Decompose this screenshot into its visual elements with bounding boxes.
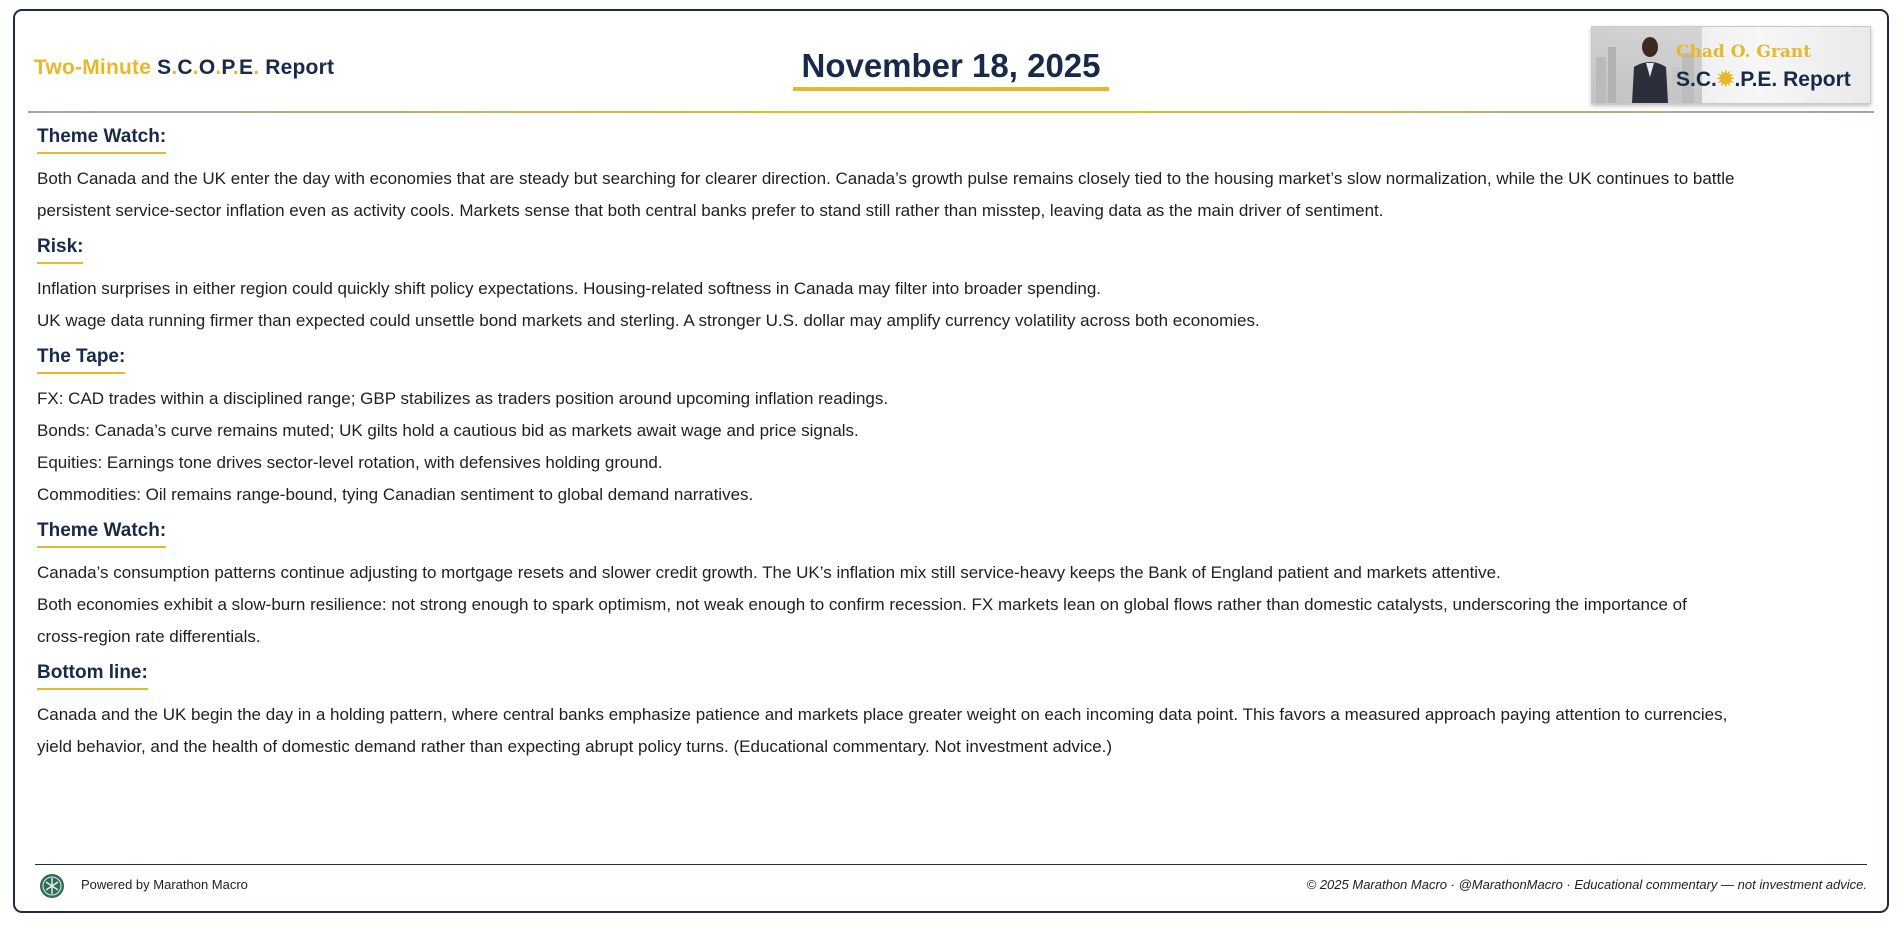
badge-title-part-a: S.C. <box>1676 68 1717 91</box>
report-header <box>15 11 1887 113</box>
copyright-text: © 2025 Marathon Macro · @MarathonMacro · Educational commentary — not investment advice. <box>1306 877 1867 892</box>
section-line: Canada’s consumption patterns continue adjusting to mortgage resets and slower credit growth. The UK’s inflation mix still service-heavy keeps the Bank of England patient and markets attentive. <box>37 563 1501 582</box>
section-line: Equities: Earnings tone drives sector-level rotation, with defensives holding ground. <box>37 453 663 472</box>
section-line: yield behavior, and the health of domestic demand rather than expecting abrupt policy turns. (Educational commentary. Not investment advice.) <box>37 737 1113 756</box>
section-theme-watch <box>37 126 1867 227</box>
powered-by-text: Powered by Marathon Macro <box>81 877 248 892</box>
section-risk <box>37 236 1867 337</box>
section-title: Theme Watch: <box>37 520 166 548</box>
marathon-macro-logo-icon <box>39 873 65 899</box>
section-line: persistent service-sector inflation even as activity cools. Markets sense that both central banks prefer to stand still rather than misstep, leaving data as the main driver of sentiment. <box>37 201 1384 220</box>
section-line: cross-region rate differentials. <box>37 627 261 646</box>
brand-suffix: Report <box>265 56 335 79</box>
section-line: Bonds: Canada’s curve remains muted; UK gilts hold a cautious bid as markets await wage and price signals. <box>37 421 859 440</box>
section-title: Theme Watch: <box>37 126 166 154</box>
brand-scope: S.C.O.P.E. <box>157 56 260 79</box>
sun-icon: ✹ <box>1716 68 1735 91</box>
report-card <box>13 9 1889 913</box>
section-title: The Tape: <box>37 346 125 374</box>
section-line: Commodities: Oil remains range-bound, tying Canadian sentiment to global demand narratives. <box>37 485 754 504</box>
badge-title-part-c: .P.E. Report <box>1734 68 1851 91</box>
section-the-tape <box>37 346 1867 511</box>
brand-prefix: Two-Minute <box>34 56 152 79</box>
section-title: Bottom line: <box>37 662 148 690</box>
badge-report-title <box>1676 67 1851 92</box>
section-line: Both economies exhibit a slow-burn resilience: not strong enough to spark optimism, not weak enough to confirm recession. FX markets lean on global flows rather than domestic catalysts, underscoring the importance of <box>37 595 1687 614</box>
header-divider <box>28 111 1874 113</box>
section-line: Inflation surprises in either region could quickly shift policy expectations. Housing-related softness in Canada may filter into broader spending. <box>37 279 1102 298</box>
report-body <box>37 126 1867 772</box>
section-title: Risk: <box>37 236 83 264</box>
author-badge <box>1591 26 1871 104</box>
section-theme-watch-2 <box>37 520 1867 653</box>
section-line: Canada and the UK begin the day in a holding pattern, where central banks emphasize patience and markets place greater weight on each incoming data point. This favors a measured approach paying attention to currencies, <box>37 705 1728 724</box>
section-bottom-line <box>37 662 1867 763</box>
author-photo <box>1628 33 1672 103</box>
section-line: Both Canada and the UK enter the day with economies that are steady but searching for clearer direction. Canada’s growth pulse remains closely tied to the housing market’s slow normalization, while the UK continues to battle <box>37 169 1735 188</box>
badge-author-name: Chad O. Grant <box>1676 42 1812 62</box>
section-line: UK wage data running firmer than expected could unsettle bond markets and sterling. A stronger U.S. dollar may amplify currency volatility across both economies. <box>37 311 1260 330</box>
report-date: November 18, 2025 <box>793 47 1108 91</box>
section-line: FX: CAD trades within a disciplined range; GBP stabilizes as traders position around upcoming inflation readings. <box>37 389 889 408</box>
report-footer <box>35 864 1867 905</box>
